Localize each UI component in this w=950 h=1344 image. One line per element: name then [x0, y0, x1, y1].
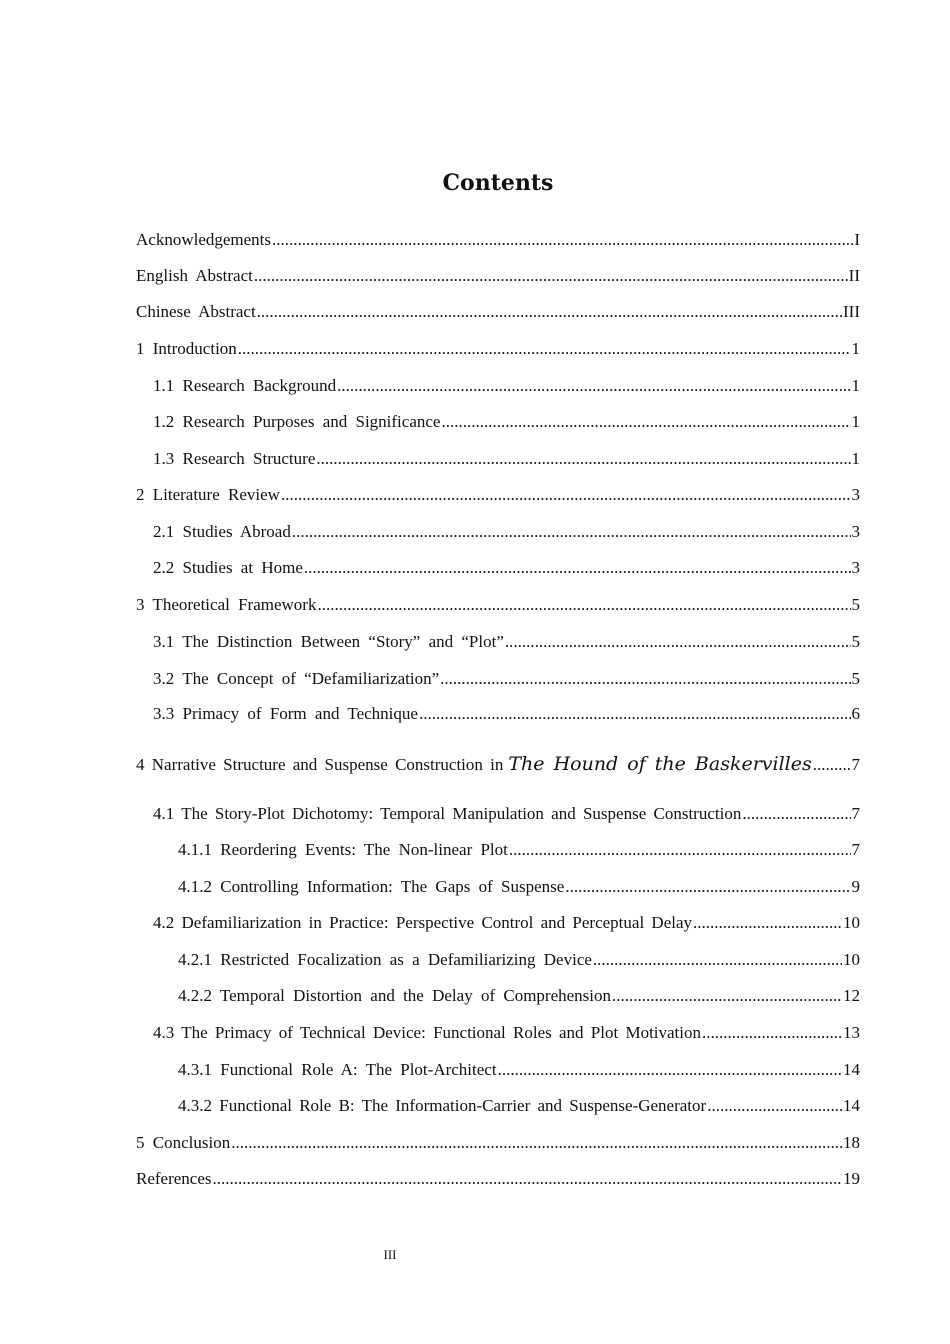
toc-entry-page: 5: [851, 632, 860, 651]
toc-entry-page: 19: [843, 1169, 860, 1188]
toc-entry-label: 4.1 The Story-Plot Dichotomy: Temporal Manipulation and Suspense Construction: [153, 804, 742, 823]
toc-entry-page: 12: [843, 986, 860, 1005]
toc-entry-1-2[interactable]: [153, 410, 860, 434]
toc-entry-4-2-2[interactable]: [178, 984, 860, 1008]
toc-entry-page: III: [843, 302, 860, 321]
toc-entry-page: 5: [851, 669, 860, 688]
toc-entry-page: 7: [851, 840, 860, 859]
toc-entry-conclusion[interactable]: [136, 1131, 860, 1155]
toc-entry-label: 4.2.2 Temporal Distortion and the Delay of Comprehension: [178, 986, 612, 1005]
toc-entry-theoretical-framework[interactable]: [136, 593, 860, 617]
toc-entry-page: 10: [843, 913, 860, 932]
dot-leader: [304, 556, 851, 580]
toc-entry-page: 1: [851, 339, 860, 358]
toc-entry-label: 5 Conclusion: [136, 1133, 231, 1152]
dot-leader: [441, 410, 850, 434]
toc-entry-page: 18: [843, 1133, 860, 1152]
toc-entry-label: 4.1.1 Reordering Events: The Non-linear Plot: [178, 840, 508, 859]
toc-entry-label: 1 Introduction: [136, 339, 237, 358]
toc-entry-english-abstract[interactable]: [136, 264, 860, 288]
dot-leader: [813, 753, 851, 777]
toc-entry-label: 2.2 Studies at Home: [153, 558, 303, 577]
dot-leader: [565, 875, 850, 899]
dot-leader: [419, 702, 851, 726]
toc-entry-introduction[interactable]: [136, 337, 860, 361]
toc-entry-page: 7: [851, 804, 860, 823]
toc-entry-chinese-abstract[interactable]: [136, 300, 860, 324]
toc-entry-page: 1: [851, 376, 860, 395]
toc-entry-1-1[interactable]: [153, 374, 860, 398]
toc-entry-page: 5: [851, 595, 860, 614]
toc-entry-4-3-1[interactable]: [178, 1058, 860, 1082]
toc-entry-label: 4 Narrative Structure and Suspense Construction in: [136, 755, 504, 774]
toc-entry-label: 3.1 The Distinction Between “Story” and “Plot”: [153, 632, 504, 651]
toc-entry-page: 9: [851, 877, 860, 896]
toc-entry-label: References: [136, 1169, 212, 1188]
dot-leader: [593, 948, 842, 972]
dot-leader: [612, 984, 842, 1008]
toc-entry-2-2[interactable]: [153, 556, 860, 580]
dot-leader: [213, 1167, 842, 1191]
dot-leader: [440, 667, 850, 691]
toc-entry-3-2[interactable]: [153, 667, 860, 691]
toc-entry-acknowledgements[interactable]: [136, 228, 860, 252]
toc-entry-page: 1: [851, 449, 860, 468]
toc-entry-references[interactable]: [136, 1167, 860, 1191]
toc-entry-label: 4.3.1 Functional Role A: The Plot-Architect: [178, 1060, 497, 1079]
toc-entry-3-3[interactable]: [153, 702, 860, 726]
dot-leader: [292, 520, 851, 544]
toc-entry-page: 3: [851, 485, 860, 504]
toc-entry-4-1-2[interactable]: [178, 875, 860, 899]
page-title: Contents: [442, 170, 554, 196]
toc-entry-page: 10: [843, 950, 860, 969]
toc-entry-label: 3 Theoretical Framework: [136, 595, 317, 614]
toc-entry-label: 2.1 Studies Abroad: [153, 522, 291, 541]
dot-leader: [742, 802, 850, 826]
toc-entry-4-1[interactable]: [153, 802, 860, 826]
toc-entry-4-1-1[interactable]: [178, 838, 860, 862]
dot-leader: [707, 1094, 842, 1118]
toc-entry-label: 1.3 Research Structure: [153, 449, 316, 468]
toc-entry-label: 4.2 Defamiliarization in Practice: Perspective Control and Perceptual Delay: [153, 913, 693, 932]
toc-entry-label: 1.1 Research Background: [153, 376, 337, 395]
dot-leader: [509, 838, 851, 862]
dot-leader: [281, 483, 851, 507]
dot-leader: [505, 630, 851, 654]
toc-entry-label: 1.2 Research Purposes and Significance: [153, 412, 441, 431]
toc-entry-4-3[interactable]: [153, 1021, 860, 1045]
toc-entry-page: 3: [851, 522, 860, 541]
toc-entry-label: 3.3 Primacy of Form and Technique: [153, 704, 418, 723]
dot-leader: [238, 337, 851, 361]
toc-entry-page: 3: [851, 558, 860, 577]
toc-entry-page: 13: [843, 1023, 860, 1042]
toc-entry-label: Chinese Abstract: [136, 302, 256, 321]
dot-leader: [337, 374, 850, 398]
toc-entry-label: 2 Literature Review: [136, 485, 280, 504]
toc-entry-4-2-1[interactable]: [178, 948, 860, 972]
toc-entry-2-1[interactable]: [153, 520, 860, 544]
toc-entry-page: 6: [851, 704, 860, 723]
toc-entry-label: 4.1.2 Controlling Information: The Gaps of Suspense: [178, 877, 565, 896]
toc-entry-page: 14: [843, 1060, 860, 1079]
toc-entry-label: 4.3 The Primacy of Technical Device: Functional Roles and Plot Motivation: [153, 1023, 702, 1042]
toc-entry-3-1[interactable]: [153, 630, 860, 654]
toc-entry-narrative-structure[interactable]: [136, 752, 860, 776]
dot-leader: [702, 1021, 842, 1045]
book-title: The Hound of the Baskervilles: [508, 753, 812, 775]
dot-leader: [317, 593, 850, 617]
toc-entry-label: Acknowledgements: [136, 230, 272, 249]
dot-leader: [231, 1131, 842, 1155]
toc-entry-4-2[interactable]: [153, 911, 860, 935]
dot-leader: [693, 911, 842, 935]
toc-entry-label: English Abstract: [136, 266, 253, 285]
toc-entry-1-3[interactable]: [153, 447, 860, 471]
dot-leader: [272, 228, 853, 252]
toc-entry-label: 4.2.1 Restricted Focalization as a Defamiliarizing Device: [178, 950, 592, 969]
page-number-footer: III: [383, 1247, 397, 1262]
toc-entry-4-3-2[interactable]: [178, 1094, 860, 1118]
toc-entry-label: 3.2 The Concept of “Defamiliarization”: [153, 669, 440, 688]
toc-entry-page: 1: [851, 412, 860, 431]
toc-entry-page: I: [854, 230, 860, 249]
dot-leader: [498, 1058, 842, 1082]
dot-leader: [254, 264, 848, 288]
toc-entry-literature-review[interactable]: [136, 483, 860, 507]
toc-entry-page: 7: [851, 755, 860, 774]
toc-entry-page: II: [848, 266, 860, 285]
dot-leader: [316, 447, 850, 471]
dot-leader: [257, 300, 842, 324]
toc-entry-label: 4.3.2 Functional Role B: The Information-Carrier and Suspense-Generator: [178, 1096, 707, 1115]
toc-entry-page: 14: [843, 1096, 860, 1115]
